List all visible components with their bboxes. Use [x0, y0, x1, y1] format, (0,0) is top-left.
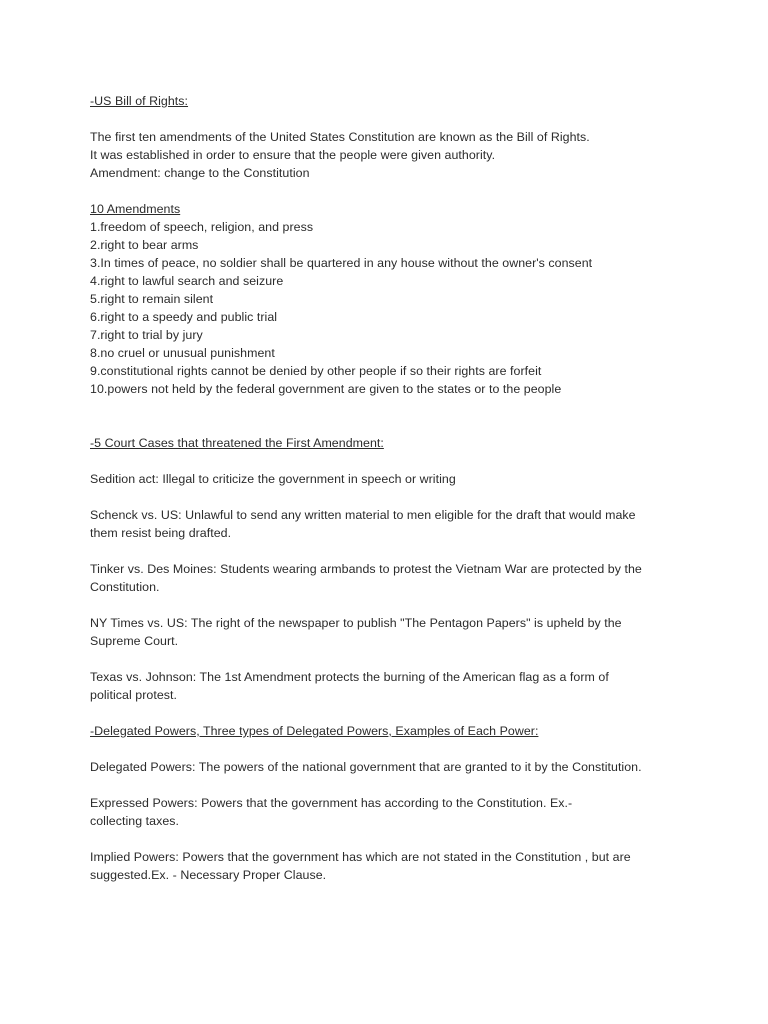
court-case [90, 614, 690, 650]
document-body [90, 92, 690, 884]
power-line: Delegated Powers: The powers of the national government that are granted to it by the Constitution. [90, 760, 642, 774]
court-case [90, 668, 690, 704]
power-line: suggested.Ex. - Necessary Proper Clause. [90, 868, 327, 882]
court-case [90, 470, 690, 488]
bill-of-rights-heading: -US Bill of Rights: [90, 94, 189, 108]
court-case-line: Texas vs. Johnson: The 1st Amendment protects the burning of the American flag as a form of [90, 670, 609, 684]
amendment-item: 5.right to remain silent [90, 292, 214, 306]
amendment-item: 10.powers not held by the federal government are given to the states or to the people [90, 382, 562, 396]
court-case-line: Schenck vs. US: Unlawful to send any written material to men eligible for the draft that would make [90, 508, 636, 522]
intro-line: It was established in order to ensure that the people were given authority. [90, 148, 496, 162]
amendments-list-heading: 10 Amendments [90, 202, 181, 216]
amendment-item: 2.right to bear arms [90, 238, 199, 252]
court-case-line: NY Times vs. US: The right of the newspaper to publish "The Pentagon Papers" is upheld by the [90, 616, 622, 630]
court-case-line: Sedition act: Illegal to criticize the government in speech or writing [90, 472, 456, 486]
amendment-item: 4.right to lawful search and seizure [90, 274, 284, 288]
power-line: Implied Powers: Powers that the government has which are not stated in the Constitution , but are [90, 850, 631, 864]
amendment-item: 8.no cruel or unusual punishment [90, 346, 275, 360]
amendments-list [90, 218, 690, 398]
amendment-item: 7.right to trial by jury [90, 328, 203, 342]
intro-line: The first ten amendments of the United States Constitution are known as the Bill of Rights. [90, 130, 590, 144]
court-case [90, 560, 690, 596]
power-definition [90, 794, 690, 830]
power-definition [90, 758, 690, 776]
bill-of-rights-intro [90, 128, 690, 182]
amendment-item: 9.constitutional rights cannot be denied by other people if so their rights are forfeit [90, 364, 542, 378]
power-definition [90, 848, 690, 884]
amendment-item: 6.right to a speedy and public trial [90, 310, 278, 324]
amendment-item: 1.freedom of speech, religion, and press [90, 220, 314, 234]
court-case-line: Constitution. [90, 580, 160, 594]
court-case-line: Supreme Court. [90, 634, 179, 648]
court-case-line: them resist being drafted. [90, 526, 232, 540]
amendment-item: 3.In times of peace, no soldier shall be quartered in any house without the owner's consent [90, 256, 593, 270]
court-case-line: political protest. [90, 688, 177, 702]
court-cases-heading: -5 Court Cases that threatened the First Amendment: [90, 436, 384, 450]
court-case-line: Tinker vs. Des Moines: Students wearing armbands to protest the Vietnam War are protected by the [90, 562, 642, 576]
power-line: Expressed Powers: Powers that the government has according to the Constitution. Ex.- [90, 796, 573, 810]
delegated-powers-heading: -Delegated Powers, Three types of Delegated Powers, Examples of Each Power: [90, 724, 539, 738]
intro-line: Amendment: change to the Constitution [90, 166, 310, 180]
power-line: collecting taxes. [90, 814, 180, 828]
court-case [90, 506, 690, 542]
